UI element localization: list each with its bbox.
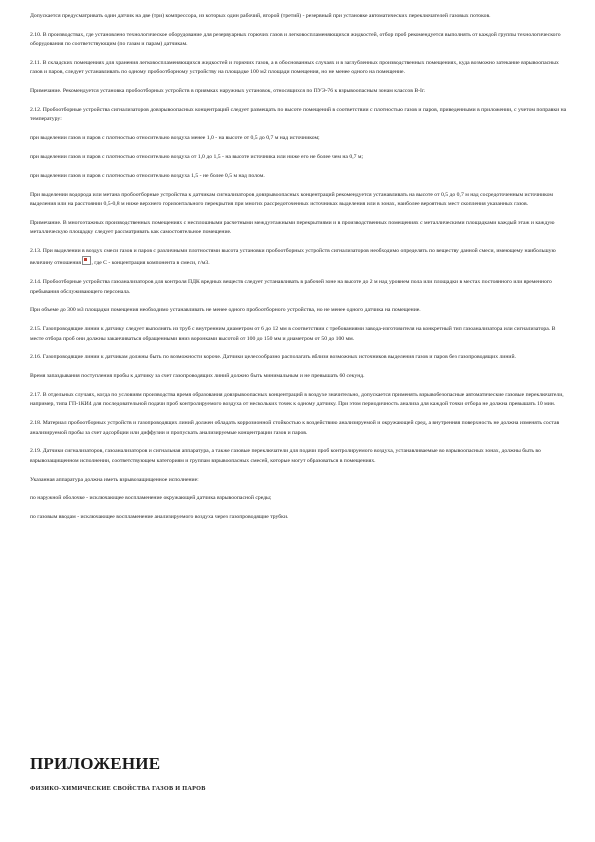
paragraph-2-13-tail: , где С - концентрация компонента в смеси, г/м3. [91,260,210,267]
paragraph-2-15: 2.15. Газопроводящие линии к датчику следует выполнять из труб с внутренним диаметром от 6 до 12 мм в соответствии с требованиями завода-изготовителя на конкретный тип газоанализатора или сигнализатора. В месте отбора проб они должны заканчиваться обращенными вниз воронками высотой от 100 до 150 мм и диаметром от 50 до 100 мм. [30,326,556,342]
paragraph-2-13 [30,247,570,269]
paragraph-density-below-1: при выделении газов и паров с плотностью относительно воздуха менее 1,0 - на высоте от 0,5 до 0,7 м над источником; [30,135,320,142]
paragraph-2-19: 2.19. Датчики сигнализаторов, газоанализаторов и сигнальная аппаратура, а также газовые переключатели для подачи проб контролируемого воздуха, устанавливаемые во взрывоопасных зонах, должны быть во взрывозащищенном исполнении, соответствующем категориям и группам взрывоопасных смесей, которые могут образоваться в помещениях. [30,448,541,464]
note-pits: Примечание. Рекомендуется установка пробоотборных устройств в приямках наружных установок, относящихся по ПУЭ-76 к взрывоопасным зонам классов В-Iг. [30,88,426,95]
note-multistorey: Примечание. В многоэтажных производственных помещениях с несплошными расчетными междуэтажными перекрытиями и в производственных помещениях с металлическими площадками каждый этаж и каждую металлическую площадку следует рассматривать как самостоятельное помещение. [30,219,555,236]
paragraph-volume-300: При объеме до 300 м3 площадки помещения необходимо устанавливать не менее одного пробоотборного устройства, но не менее одного датчика на помещение. [30,307,421,314]
paragraph-gas-inlets: по газовым вводам - исключающее воспламенение анализируемого воздуха через газопроводящие трубки. [30,514,289,521]
paragraph-explosion-proof: Указанная аппаратура должна иметь взрывозащищенное исполнение: [30,476,199,483]
paragraph-hydrogen-methane: При выделении водорода или метана пробоотборные устройства к датчикам сигнализаторов довзрывоопасных концентраций рекомендуется устанавливать на высоте от 0,5 до 0,7 м над сосредоточенным источником выделения или на расстоянии 0,5-0,8 м ниже верхнего горизонтального перекрытия при многих рассредоточенных источниках выделения или в зонах, наиболее вероятных мест скопления указанных газов. [30,191,553,207]
paragraph-2-16: 2.16. Газопроводящие линии к датчикам должны быть по возможности короче. Датчики целесообразно располагать вблизи возможных источников выделения газов и паров без газопроводящих линий. [30,354,516,361]
paragraph-2-10: 2.10. В производствах, где установлено технологическое оборудование для резервуарных горючих газов и легковоспламеняющихся жидкостей, отбор проб рекомендуется выполнять от каждой группы технологического оборудования по соответствующим (по газам и парам) датчикам. [30,31,561,48]
paragraph-2-18: 2.18. Материал пробоотборных устройств и газопроводящих линий должен обладать коррозионной стойкостью к воздействию анализируемой и окружающей сред, а внутренняя поверхность не должна изменять состав анализируемой пробы за счет адсорбции или диффузии и пропускать анализируемые концентрации газов и паров. [30,420,560,436]
paragraph-density-above-1-5: при выделении газов и паров с плотностью относительно воздуха 1,5 - не более 0,5 м над полом. [30,172,265,179]
appendix-title: ПРИЛОЖЕНИЕ [30,754,161,773]
appendix-subtitle: ФИЗИКО-ХИМИЧЕСКИЕ СВОЙСТВА ГАЗОВ И ПАРОВ [30,785,206,792]
paragraph-density-1-to-1-5: при выделении газов и паров с плотностью относительно воздуха от 1,0 до 1,5 - на высоте источника или ниже его не более чем на 0,7 м; [30,154,364,160]
paragraph-compressor-sensors: Допускается предусматривать один датчик на две (три) компрессора, из которых один рабочий, второй (третий) - резервный при установке автоматических переключателей газовых потоков. [30,13,491,19]
document-body [30,12,570,523]
paragraph-2-13-text: 2.13. При выделении в воздух смеси газов и паров с различными плотностями высота установки пробоотборных устройств сигнализаторов необходимо определять по веществу данной смеси, имеющему наибольшую величину отношения [30,248,556,267]
formula-image-icon [82,256,91,265]
paragraph-2-11: 2.11. В складских помещениях для хранения легковоспламеняющихся жидкостей и горючих газов, а в обоснованных случаях и в заглубленных производственных помещениях, куда возможно затекание взрывоопасных газов и паров, следует устанавливать по одному пробоотборному устройству на площадке 100 м2 площади помещения, но не менее одного на помещение. [30,60,559,76]
paragraph-2-12: 2.12. Пробоотборные устройства сигнализаторов довзрывоопасных концентраций следует размещать по высоте помещений в соответствии с плотностью газов и паров, приведенными в приложении, с учетом поправки на температуру: [30,107,567,123]
paragraph-2-14: 2.14. Пробоотборные устройства газоанализаторов для контроля ПДК вредных веществ следует устанавливать в рабочей зоне на высоте до 2 м над уровнем пола или площадки в местах постоянного или временного пребывания обслуживающего персонала. [30,279,552,295]
paragraph-outer-shell: по наружной оболочке - исключающее воспламенение окружающей датчика взрывоопасной среды; [30,495,272,502]
paragraph-delay-time: Время запаздывания поступления пробы к датчику за счет газопроводящих линий должно быть минимальным и не превышать 60 секунд. [30,373,365,380]
paragraph-2-17: 2.17. В отдельных случаях, когда по условиям производства время образования довзрывоопасных концентраций в воздухе значительно, допускается применять взрывобезопасные автоматические газовые переключатели, например, типа ГП-1КИ4 для последовательной подачи проб контролируемого воздуха от нескольких точек к одному датчику. При этом периодичность анализа для каждой точки отбора не должна превышать 10 мин. [30,392,564,408]
